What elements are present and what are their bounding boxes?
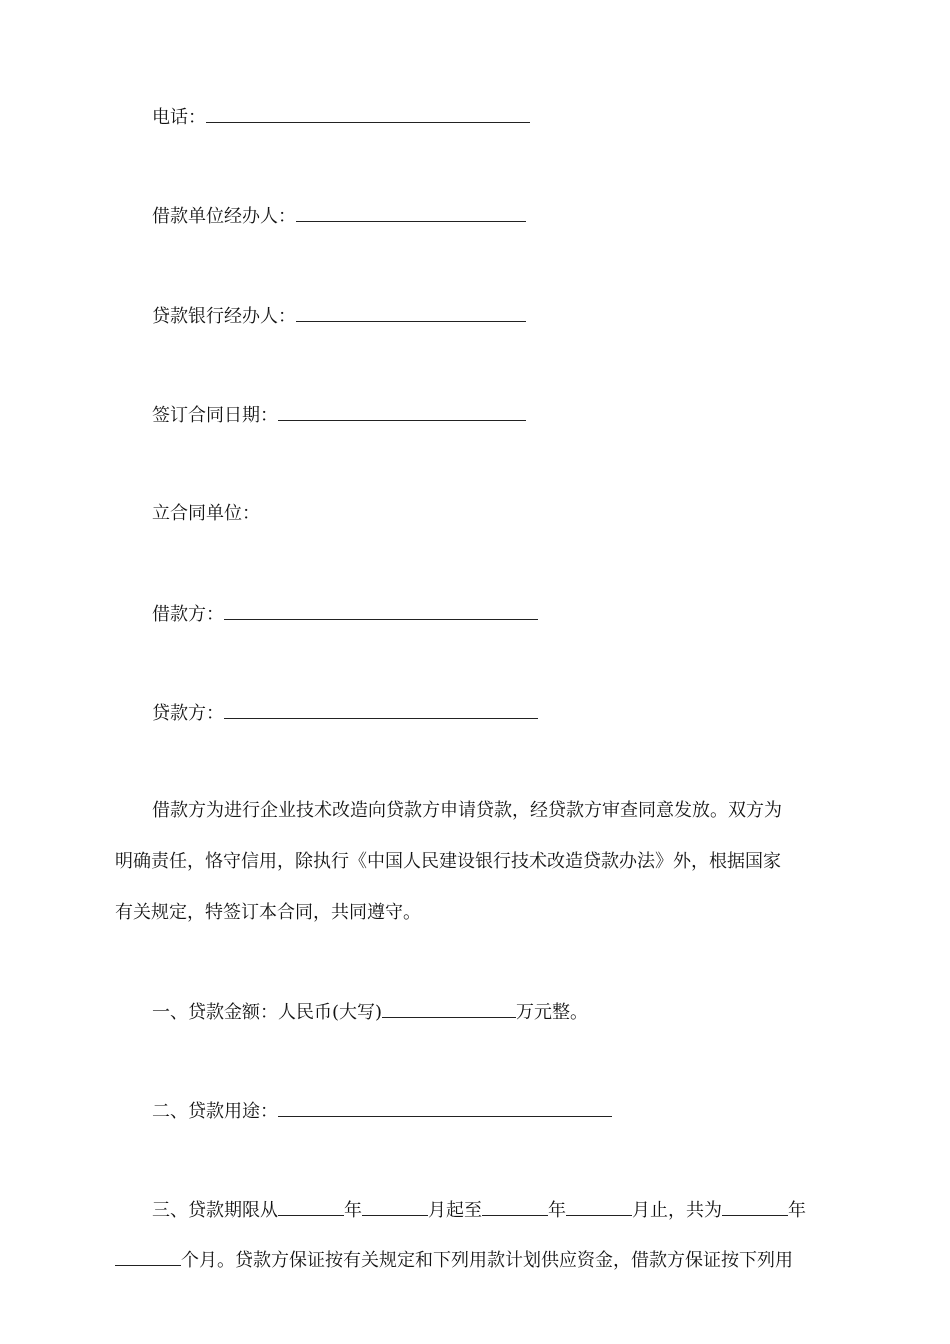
start-year-blank[interactable]	[278, 1197, 344, 1216]
clause-3-year-2: 年	[548, 1200, 566, 1221]
clause-3-year-1: 年	[344, 1200, 362, 1221]
total-years-blank[interactable]	[722, 1197, 788, 1216]
borrower-label: 借款方：	[152, 604, 224, 625]
bank-agent-field	[152, 303, 526, 329]
intro-line-1: 借款方为进行企业技术改造向贷款方申请贷款，经贷款方审查同意发放。双方为	[152, 800, 782, 821]
phone-blank[interactable]	[206, 104, 530, 123]
clause-3-line-2	[115, 1247, 837, 1273]
clause-2	[152, 1098, 612, 1124]
end-month-blank[interactable]	[566, 1197, 632, 1216]
lender-field	[152, 700, 538, 726]
sign-date-field	[152, 402, 526, 428]
clause-3-line-1	[152, 1197, 806, 1223]
clause-3-year-3: 年	[788, 1200, 806, 1221]
bank-agent-blank[interactable]	[296, 303, 526, 322]
intro-line-3: 有关规定，特签订本合同，共同遵守。	[115, 902, 421, 923]
intro-line-2: 明确责任，恪守信用，除执行《中国人民建设银行技术改造贷款办法》外，根据国家	[115, 851, 781, 872]
clause-2-prefix: 二、贷款用途：	[152, 1101, 278, 1122]
lender-blank[interactable]	[224, 700, 538, 719]
sign-date-blank[interactable]	[278, 402, 526, 421]
clause-3-prefix: 三、贷款期限从	[152, 1200, 278, 1221]
loan-amount-blank[interactable]	[382, 999, 516, 1018]
borrower-field	[152, 601, 538, 627]
borrower-agent-label: 借款单位经办人：	[152, 206, 296, 227]
lender-label: 贷款方：	[152, 703, 224, 724]
clause-1	[152, 999, 588, 1025]
borrower-agent-field	[152, 203, 526, 229]
end-year-blank[interactable]	[482, 1197, 548, 1216]
sign-date-label: 签订合同日期：	[152, 405, 278, 426]
total-months-blank[interactable]	[115, 1247, 181, 1266]
bank-agent-label: 贷款银行经办人：	[152, 306, 296, 327]
borrower-blank[interactable]	[224, 601, 538, 620]
clause-3-month-2: 月止，共为	[632, 1200, 722, 1221]
start-month-blank[interactable]	[362, 1197, 428, 1216]
phone-label: 电话：	[152, 107, 206, 128]
phone-field	[152, 104, 530, 130]
clause-3-line-2-text: 个月。贷款方保证按有关规定和下列用款计划供应资金，借款方保证按下列用	[181, 1250, 793, 1271]
clause-1-prefix: 一、贷款金额：人民币(大写)	[152, 1002, 383, 1023]
parties-heading: 立合同单位：	[152, 503, 260, 524]
clause-3-month-1: 月起至	[428, 1200, 482, 1221]
clause-1-suffix: 万元整。	[516, 1002, 589, 1023]
borrower-agent-blank[interactable]	[296, 203, 526, 222]
loan-purpose-blank[interactable]	[278, 1098, 612, 1117]
